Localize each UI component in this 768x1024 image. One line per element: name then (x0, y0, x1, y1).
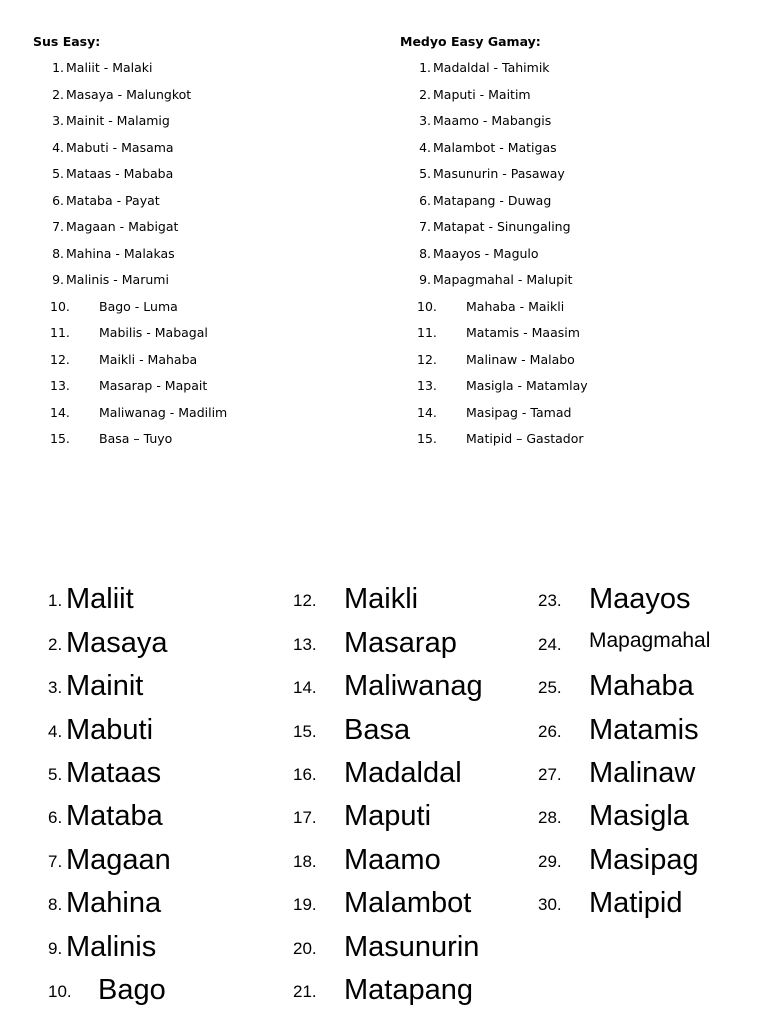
antonym-pair: Maliwanag - Madilim (99, 404, 228, 420)
item-number: 2. (419, 86, 431, 102)
item-number: 11. (417, 325, 437, 340)
word: Maliit (66, 583, 134, 616)
item-number: 5. (48, 764, 63, 784)
antonym-pair: Mabuti - Masama (66, 139, 174, 155)
word: Maayos (589, 583, 691, 616)
antonym-pair: Masarap - Mapait (99, 378, 208, 393)
word: Mahina (66, 887, 162, 920)
antonym-pair: Maamo - Mabangis (433, 113, 552, 128)
item-number: 13. (293, 634, 317, 654)
item-number: 29. (538, 851, 562, 871)
word: Masaya (66, 626, 168, 659)
item-number: 16. (293, 764, 317, 784)
antonym-pair: Maayos - Magulo (433, 245, 539, 261)
antonym-pair: Masipag - Tamad (466, 404, 572, 420)
antonym-pair: Mataba - Payat (66, 192, 160, 208)
word: Malambot (344, 887, 472, 920)
word: Bago (98, 973, 166, 1006)
item-number: 10. (417, 298, 437, 314)
word: Mabuti (66, 713, 154, 746)
word: Basa (344, 713, 411, 746)
item-number: 14. (417, 404, 437, 420)
word: Mainit (66, 670, 144, 703)
item-number: 15. (50, 431, 70, 446)
item-number: 21. (293, 981, 317, 1001)
item-number: 13. (50, 378, 70, 393)
item-number: 6. (419, 192, 431, 208)
antonym-pair: Magaan - Mabigat (66, 219, 179, 234)
word: Masunurin (344, 930, 480, 963)
item-number: 25. (538, 678, 562, 698)
word: Maputi (344, 800, 432, 833)
item-number: 15. (417, 431, 437, 446)
item-number: 17. (293, 808, 317, 828)
word: Maamo (344, 843, 441, 876)
item-number: 14. (293, 678, 317, 698)
word: Malinis (66, 930, 157, 963)
item-number: 5. (52, 166, 64, 181)
item-number: 15. (293, 721, 317, 741)
antonym-pair: Mataas - Mababa (66, 166, 174, 181)
item-number: 7. (52, 219, 64, 234)
item-number: 8. (52, 245, 64, 261)
item-number: 9. (419, 272, 431, 287)
word: Matipid (589, 887, 683, 920)
antonym-pair: Malinaw - Malabo (466, 351, 575, 367)
item-number: 7. (48, 851, 63, 871)
antonym-pair: Matapat - Sinungaling (433, 219, 571, 234)
item-number: 4. (48, 721, 63, 741)
word: Mapagmahal (589, 628, 711, 652)
item-number: 26. (538, 721, 562, 741)
item-number: 23. (538, 591, 562, 611)
word: Mahaba (589, 670, 694, 703)
antonym-pair: Maputi - Maitim (433, 86, 531, 102)
item-number: 4. (52, 139, 64, 155)
antonym-pair: Masaya - Malungkot (66, 86, 192, 102)
item-number: 14. (50, 404, 70, 420)
item-number: 1. (48, 591, 63, 611)
item-number: 9. (52, 272, 64, 287)
item-number: 20. (293, 938, 317, 958)
word: Mataba (66, 800, 163, 833)
item-number: 30. (538, 895, 562, 915)
word: Maikli (344, 583, 419, 616)
item-number: 27. (538, 764, 562, 784)
item-number: 7. (419, 219, 431, 234)
antonym-pair: Malambot - Matigas (433, 139, 557, 155)
word: Maliwanag (344, 670, 483, 703)
antonym-pair: Maikli - Mahaba (99, 351, 198, 367)
easy-column-heading: Sus Easy: (33, 34, 101, 49)
antonym-pair: Mainit - Malamig (66, 113, 170, 128)
antonym-pair: Masigla - Matamlay (466, 378, 588, 393)
item-number: 28. (538, 808, 562, 828)
antonym-pair: Mapagmahal - Malupit (433, 272, 573, 287)
antonym-pair: Matamis - Maasim (466, 325, 580, 340)
word: Matapang (344, 973, 473, 1006)
item-number: 1. (52, 60, 64, 75)
item-number: 19. (293, 895, 317, 915)
item-number: 9. (48, 938, 63, 958)
item-number: 8. (419, 245, 431, 261)
item-number: 3. (52, 113, 64, 128)
antonym-pair: Mahina - Malakas (66, 245, 175, 261)
item-number: 2. (52, 86, 64, 102)
item-number: 12. (417, 351, 437, 367)
word: Matamis (589, 713, 699, 746)
antonym-pair: Mabilis - Mabagal (99, 325, 208, 340)
item-number: 2. (48, 634, 63, 654)
item-number: 11. (50, 325, 70, 340)
item-number: 6. (52, 192, 64, 208)
word: Masigla (589, 800, 689, 833)
word: Masarap (344, 626, 457, 659)
item-number: 3. (48, 678, 63, 698)
item-number: 3. (419, 113, 431, 128)
item-number: 6. (48, 808, 63, 828)
antonym-pair: Maliit - Malaki (66, 60, 153, 75)
antonym-pair: Basa – Tuyo (99, 431, 173, 446)
word: Malinaw (589, 756, 696, 789)
antonym-pair: Matapang - Duwag (433, 192, 552, 208)
antonym-pair: Bago - Luma (99, 298, 178, 314)
word: Madaldal (344, 756, 462, 789)
antonym-pair: Madaldal - Tahimik (433, 60, 550, 75)
item-number: 8. (48, 895, 63, 915)
word: Mataas (66, 756, 162, 789)
item-number: 4. (419, 139, 431, 155)
item-number: 5. (419, 166, 431, 181)
word: Masipag (589, 843, 699, 876)
item-number: 10. (48, 981, 72, 1001)
antonym-pair: Malinis - Marumi (66, 272, 169, 287)
word: Magaan (66, 843, 171, 876)
antonym-pair: Matipid – Gastador (466, 431, 584, 446)
item-number: 1. (419, 60, 431, 75)
item-number: 24. (538, 634, 562, 654)
antonym-pair: Mahaba - Maikli (466, 298, 565, 314)
item-number: 12. (50, 351, 70, 367)
medium-column-heading: Medyo Easy Gamay: (400, 34, 541, 49)
antonym-pair: Masunurin - Pasaway (433, 166, 565, 181)
item-number: 13. (417, 378, 437, 393)
item-number: 10. (50, 298, 70, 314)
item-number: 18. (293, 851, 317, 871)
item-number: 12. (293, 591, 317, 611)
